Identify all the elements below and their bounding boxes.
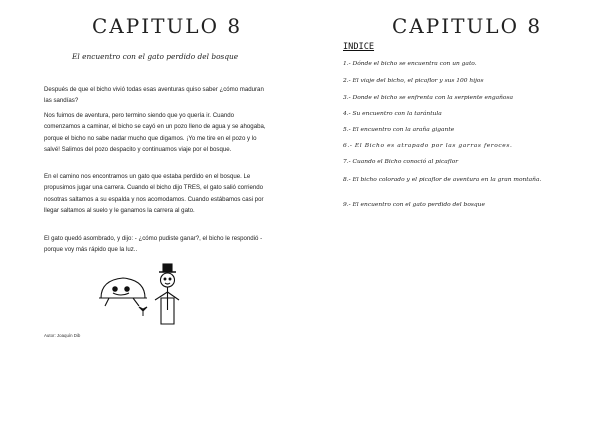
paragraph-text: En el camino nos encontramos un gato que estaba perdido en el bosque. Le propusimos jugar una carrera. Cuando el bicho dijo TRES, el gato salió corriendo nosotras saltamos a su espalda y nos acomodamos. Cuando estábamos casi por llegar saltamos al suelo y le ganamos la carrera al gato. bbox=[44, 173, 264, 214]
index-item: 7.- Cuando el Bicho conoció al picaflor bbox=[343, 159, 459, 165]
index-item: 1.- Dónde el bicho se encuentra con un gato. bbox=[343, 61, 477, 67]
right-page bbox=[300, 0, 600, 424]
paragraph-text: Después de que el bicho vivió todas esas aventuras quiso saber ¿cómo maduran las sandías? bbox=[44, 86, 264, 105]
index-item: 4.- Su encuentro con la tarántula bbox=[343, 111, 442, 117]
index-item: 6.- El Bicho es atrapado por las garras feroces. bbox=[343, 143, 513, 149]
chapter-title: CAPITULO 8 bbox=[92, 14, 243, 38]
index-item: 9.- El encuentro con el gato perdido del bosque bbox=[343, 202, 485, 208]
saucer-creature bbox=[99, 278, 147, 306]
sprout bbox=[139, 307, 147, 316]
chapter-subtitle: El encuentro con el gato perdido del bosque bbox=[72, 52, 239, 61]
paragraph-text: El gato quedó asombrado, y dijo: - ¿cómo pudiste ganar?, el bicho le respondió -porque voy más rápido que la luz.. bbox=[44, 235, 263, 254]
story-paragraph bbox=[44, 110, 266, 155]
ufo-and-tophat-man-drawing bbox=[95, 262, 191, 330]
index-heading: INDICE bbox=[343, 42, 375, 52]
author-credit: Autor: Joaquín Dib bbox=[44, 333, 81, 338]
story-paragraph bbox=[44, 171, 266, 216]
chapter-title: CAPITULO 8 bbox=[392, 14, 543, 38]
paragraph-text: Nos fuimos de aventura, pero termino siendo que yo quería ir. Cuando comenzamos a caminar, el bicho se cayó en un pozo lleno de agua y se ahogaba, porque el bicho no sabe nadar mucho que digamos. ¡Yo me tire en el pozo y lo salvé! Salimos del pozo despacito y continuamos viaje por el bosque. bbox=[44, 112, 266, 153]
story-paragraph bbox=[44, 84, 266, 107]
story-paragraph bbox=[44, 233, 266, 256]
index-item: 5.- El encuentro con la araña gigante bbox=[343, 127, 455, 133]
index-item: 2.- El viaje del bicho, el picaflor y sus 100 hijos bbox=[343, 78, 484, 84]
index-item: 8.- El bicho colorado y el picaflor de aventura en la gran montaña. bbox=[343, 177, 542, 183]
index-item: 3.- Donde el bicho se enfrenta con la serpiente engañosa bbox=[343, 95, 513, 101]
tophat-man bbox=[155, 264, 179, 324]
